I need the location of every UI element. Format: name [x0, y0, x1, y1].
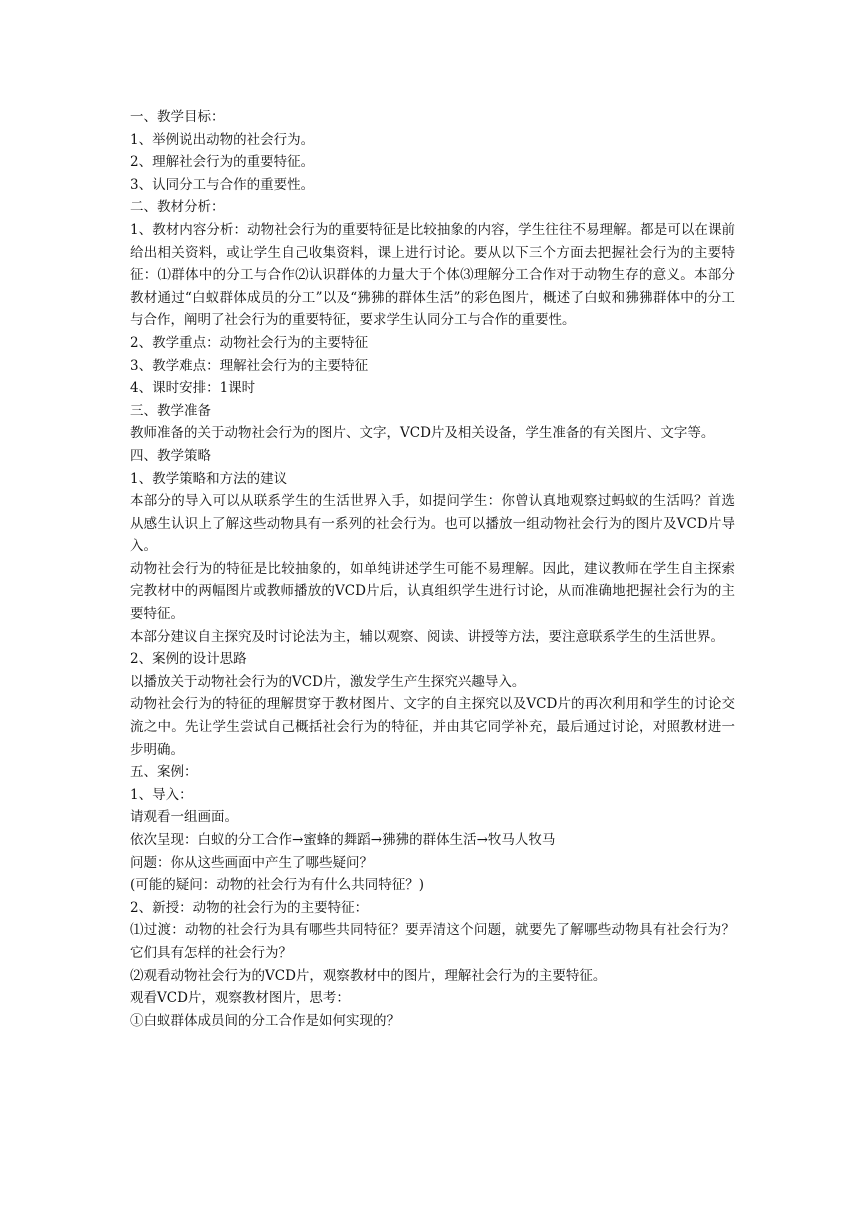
transition-paragraph: ⑴过渡：动物的社会行为具有哪些共同特征？要弄清这个问题，就要先了解哪些动物具有社会行为？它们具有怎样的社会行为？: [130, 922, 735, 961]
strategy-paragraph-intro: 本部分的导入可以从联系学生的生活世界入手，如提问学生：你曾认真地观察过蚂蚁的生活吗？首选从感生认识上了解这些动物具有一系列的社会行为。也可以播放一组动物社会行为的图片及VCD片导入。: [130, 493, 735, 555]
design-subheading: 2、案例的设计思路: [130, 651, 247, 668]
section-heading-case: 五、案例：: [130, 764, 198, 781]
objective-1: 1、举例说出动物的社会行为。: [130, 131, 315, 148]
case-sequence: 依次呈现：白蚁的分工合作→蜜蜂的舞蹈→狒狒的群体生活→牧马人牧马: [130, 832, 556, 848]
document-page: [130, 106, 735, 1032]
preparation-paragraph: 教师准备的关于动物社会行为的图片、文字，VCD片及相关设备，学生准备的有关图片、文字等。: [130, 425, 715, 442]
section-heading-objectives: 一、教学目标：: [130, 109, 225, 125]
strategy-paragraph-features: 动物社会行为的特征是比较抽象的，如单纯讲述学生可能不易理解。因此，建议教师在学生自主探索完教材中的两幅图片或教师播放的VCD片后，认真组织学生进行讨论，从而准确地把握社会行为的主要特征。: [130, 560, 735, 623]
strategy-paragraph-methods: 本部分建议自主探究及时讨论法为主，辅以观察、阅读、讲授等方法，要注意联系学生的生活世界。: [130, 628, 724, 645]
vcd-think-prompt: 观看VCD片，观察教材图片，思考：: [130, 990, 350, 1007]
case-possible-question: (可能的疑问：动物的社会行为有什么共同特征？): [130, 877, 425, 894]
objective-2: 2、理解社会行为的重要特征。: [130, 154, 315, 171]
section-heading-strategy: 四、教学策略: [130, 447, 211, 464]
question-termites: ①白蚁群体成员间的分工合作是如何实现的？: [130, 1012, 400, 1029]
strategy-subheading: 1、教学策略和方法的建议: [130, 470, 288, 487]
section-heading-analysis: 二、教材分析：: [130, 199, 225, 216]
class-schedule: 4、课时安排：1课时: [130, 380, 256, 397]
design-paragraph-understanding: 动物社会行为的特征的理解贯穿于教材图片、文字的自主探究以及VCD片的再次利用和学生的讨论交流之中。先让学生尝试自己概括社会行为的特征，并由其它同学补充，最后通过讨论，对照教材进一步明确。: [130, 696, 735, 758]
case-watch-prompt: 请观看一组画面。: [130, 809, 238, 826]
case-question: 问题：你从这些画面中产生了哪些疑问？: [130, 854, 373, 871]
objective-3: 3、认同分工与合作的重要性。: [130, 176, 315, 193]
section-heading-preparation: 三、教学准备: [130, 402, 211, 419]
vcd-observation-paragraph: ⑵观看动物社会行为的VCD片，观察教材中的图片，理解社会行为的主要特征。: [130, 967, 607, 984]
new-lesson-subheading: 2、新授：动物的社会行为的主要特征：: [130, 899, 369, 916]
teaching-difficulty: 3、教学难点：理解社会行为的主要特征: [130, 357, 369, 374]
design-paragraph-intro: 以播放关于动物社会行为的VCD片，激发学生产生探究兴趣导入。: [130, 673, 526, 690]
case-intro-subheading: 1、导入：: [130, 786, 193, 803]
analysis-content-paragraph: 1、教材内容分析：动物社会行为的重要特征是比较抽象的内容，学生往往不易理解。都是可以在课前给出相关资料，或让学生自己收集资料，课上进行讨论。要从以下三个方面去把握社会行为的主要特征：⑴群体中的分工与合作⑵认识群体的力量大于个体⑶理解分工合作对于动物生存的意义。本部分教材通过“白蚁群体成员的分工”以及“狒狒的群体生活”的彩色图片，概述了白蚁和狒狒群体中的分工与合作，阐明了社会行为的重要特征，要求学生认同分工与合作的重要性。: [130, 221, 735, 329]
teaching-focus: 2、教学重点：动物社会行为的主要特征: [130, 334, 369, 351]
